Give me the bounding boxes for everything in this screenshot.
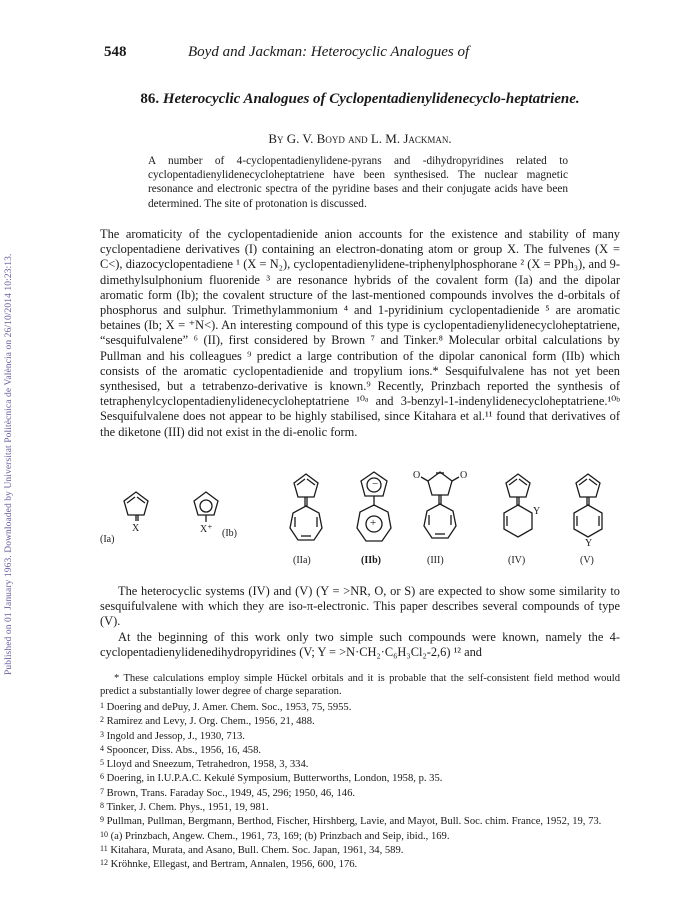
structure-Ib bbox=[194, 492, 218, 522]
body-paragraph-3: At the beginning of this work only two simple such compounds were known, namely the 4-cyclopentadienylidenedihydropyridines (V; Y = >N·CH₂·C₆H₃Cl₂-2,6) ¹² and bbox=[100, 630, 620, 660]
label-IIb: (IIb) bbox=[361, 555, 382, 566]
structure-III bbox=[421, 472, 459, 538]
structures-drawing bbox=[100, 462, 620, 577]
atom-y-V: Y bbox=[585, 538, 593, 549]
reference-item: 1 Doering and dePuy, J. Amer. Chem. Soc., 1953, 75, 5955. bbox=[100, 701, 352, 713]
article-title-text: Heterocyclic Analogues of Cyclopentadienylidenecyclo-heptatriene. bbox=[162, 91, 580, 107]
plus-charge: + bbox=[370, 517, 377, 529]
footnote: * These calculations employ simple Hückel orbitals and it is probable that the self-consistent field method would predict a substantially lower degree of charge separation. bbox=[100, 673, 620, 697]
reference-item: 5 Lloyd and Sneezum, Tetrahedron, 1958, 3, 334. bbox=[100, 758, 309, 771]
page-number: 548 bbox=[104, 44, 127, 60]
atom-o-left: O bbox=[413, 470, 421, 481]
abstract: A number of 4-cyclopentadienylidene-pyrans and -dihydropyridines related to cyclopentadienylidenecycloheptatriene have been synthesised. The nuclear magnetic resonance and electronic spectra of the pyridine bases and their conjugate acids have been determined. The site of protonation is discussed. bbox=[148, 155, 568, 210]
structure-IV bbox=[504, 474, 532, 537]
reference-item: 11 Kitahara, Murata, and Asano, Bull. Chem. Soc. Japan, 1961, 34, 589. bbox=[100, 843, 404, 856]
references-list bbox=[100, 700, 620, 872]
structure-V bbox=[574, 474, 602, 537]
running-head: Boyd and Jackman: Heterocyclic Analogues of bbox=[188, 44, 470, 60]
reference-item: 2 Ramirez and Levy, J. Org. Chem., 1956, 21, 488. bbox=[100, 715, 315, 728]
minus-charge: − bbox=[372, 478, 379, 490]
atom-x-Ia: X bbox=[132, 523, 140, 534]
chemical-structures bbox=[100, 462, 620, 577]
atom-y-IV: Y bbox=[533, 506, 541, 517]
label-Ib: (Ib) bbox=[222, 528, 237, 539]
article-authors: By G. V. Boyd and L. M. Jackman. bbox=[268, 131, 452, 146]
article-title bbox=[130, 90, 590, 108]
atom-o-right: O bbox=[460, 470, 468, 481]
structure-IIa bbox=[290, 474, 322, 540]
body-paragraph-1: The aromaticity of the cyclopentadienide anion accounts for the existence and stability of many cyclopentadiene derivatives (I) containing an electron-donating atom or group X. The fulvenes (X = C<), diazocyclopentadiene ¹ (X = N₂), cyclopentadienylidene-triphenylphosphorane ² (X = PPh₃), and 9-dimethylsulphonium fluorenide ³ are resonance hybrids of the covalent form (Ia) and the dipolar aromatic form (Ib); the covalent structure of the last-mentioned compounds involves the d-orbitals of phosphorus and sulphur. Trimethylammonium ⁴ and 1-pyridinium cyclopentadienide ⁵ are aromatic betaines (Ib; X = ⁺N<). An interesting compound of this type is cyclopentadienylidenecycloheptatriene, “sesquifulvalene” ⁶ (II), first considered by Brown ⁷ and Tinker.⁸ Molecular orbital calculations by Pullman and his colleagues ⁹ predict a large contribution of the dipolar canonical form (IIb) which consists of the aromatic cyclopentadienide and tropylium ions.* Sesquifulvalene has not yet been synthesised, but a tetrabenzo-derivative is known.⁹ Recently, Prinzbach reported the synthesis of tetraphenylcyclopentadienylidenecycloheptatriene ¹⁰ᵃ and 3-benzyl-1-indenylidenecycloheptatriene.¹⁰ᵇ Sesquifulvalene does not appear to be highly stabilised, since Kitahara et al.¹¹ found that derivatives of the diketone (III) did not exist in the di-enolic form. bbox=[100, 227, 620, 439]
label-IV: (IV) bbox=[508, 555, 526, 566]
article-number: 86. bbox=[140, 91, 160, 107]
label-III: (III) bbox=[427, 555, 444, 566]
reference-item: 8 Tinker, J. Chem. Phys., 1951, 19, 981. bbox=[100, 801, 269, 814]
reference-item: 6 Doering, in I.U.P.A.C. Kekulé Symposium, Butterworths, London, 1958, p. 35. bbox=[100, 772, 443, 785]
download-watermark-text: Published on 01 January 1963. Downloaded by Universitat Politècnica de València on 26/10/2014 10:23:13. bbox=[4, 253, 14, 675]
reference-item: 4 Spooncer, Diss. Abs., 1956, 16, 458. bbox=[100, 743, 262, 756]
reference-item: 10 (a) Prinzbach, Angew. Chem., 1961, 73, 169; (b) Prinzbach and Seip, ibid., 169. bbox=[100, 829, 450, 842]
label-Ia: (Ia) bbox=[100, 534, 115, 545]
reference-item: 9 Pullman, Pullman, Bergmann, Berthod, Fischer, Hirshberg, Lavie, and Mayot, Bull. Soc. chim. France, 1952, 19, 73. bbox=[100, 815, 602, 828]
label-IIa: (IIa) bbox=[293, 555, 311, 566]
download-watermark bbox=[2, 95, 16, 695]
reference-item: 3 Ingold and Jessop, J., 1930, 713. bbox=[100, 729, 245, 742]
reference-item: 7 Brown, Trans. Faraday Soc., 1949, 45, 296; 1950, 46, 146. bbox=[100, 786, 356, 799]
reference-item: 12 Kröhnke, Ellegast, and Bertram, Annalen, 1956, 600, 176. bbox=[100, 858, 358, 871]
atom-x-plus-Ib: X⁺ bbox=[200, 524, 213, 535]
structure-Ia bbox=[124, 492, 148, 521]
body-paragraph-2: The heterocyclic systems (IV) and (V) (Y = >NR, O, or S) are expected to show some similarity to sesquifulvalene with which they are iso-π-electronic. This paper describes several compounds of type (V). bbox=[100, 584, 620, 629]
label-V: (V) bbox=[580, 555, 594, 566]
